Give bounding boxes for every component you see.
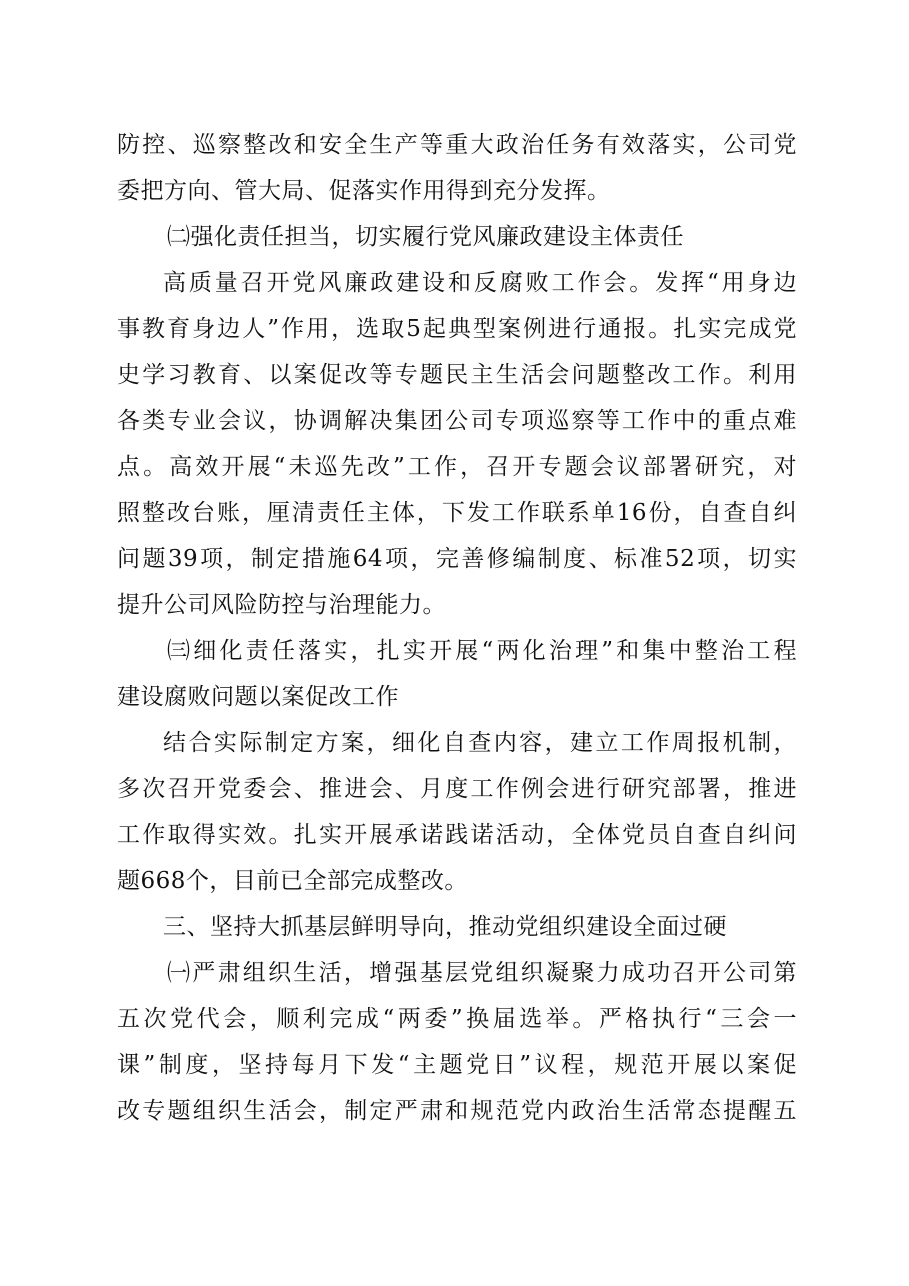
paragraph-line: 事教育身边人”作用，选取5起典型案例进行通报。扎实完成党: [117, 316, 797, 342]
paragraph-line: 防控、巡察整改和安全生产等重大政治任务有效落实，公司党: [117, 132, 797, 158]
paragraph-line: 改专题组织生活会，制定严肃和规范党内政治生活常态提醒五: [117, 1098, 797, 1124]
paragraph-line: 委把方向、管大局、促落实作用得到充分发挥。: [117, 178, 611, 204]
section-heading: ㈡强化责任担当，切实履行党风廉政建设主体责任: [167, 224, 684, 250]
paragraph-line: 史学习教育、以案促改等专题民主生活会问题整改工作。利用: [117, 362, 797, 388]
document-body: [117, 122, 797, 1134]
paragraph-line: 题668个，目前已全部完成整改。: [117, 868, 468, 894]
paragraph-line: 照整改台账，厘清责任主体，下发工作联系单16份，自查自纠: [117, 500, 797, 526]
section-heading: 三、坚持大抓基层鲜明导向，推动党组织建设全面过硬: [163, 914, 727, 940]
paragraph-line: 五次党代会，顺利完成“两委”换届选举。严格执行“三会一: [117, 1006, 797, 1032]
paragraph-line: 问题39项，制定措施64项，完善修编制度、标准52项，切实: [117, 546, 797, 572]
paragraph-line: 各类专业会议，协调解决集团公司专项巡察等工作中的重点难: [117, 408, 797, 434]
paragraph-line: 多次召开党委会、推进会、月度工作例会进行研究部署，推进: [117, 776, 797, 802]
paragraph-line: 点。高效开展“未巡先改”工作，召开专题会议部署研究，对: [117, 454, 797, 480]
paragraph-line: 结合实际制定方案，细化自查内容，建立工作周报机制，: [163, 730, 797, 756]
paragraph-line: 工作取得实效。扎实开展承诺践诺活动，全体党员自查自纠问: [117, 822, 797, 848]
paragraph-line: 高质量召开党风廉政建设和反腐败工作会。发挥“用身边: [163, 270, 797, 296]
section-heading: 建设腐败问题以案促改工作: [117, 684, 399, 710]
section-heading: ㈢细化责任落实，扎实开展“两化治理”和集中整治工程: [167, 638, 797, 664]
paragraph-line: 课”制度，坚持每月下发“主题党日”议程，规范开展以案促: [117, 1052, 797, 1078]
paragraph-line: ㈠严肃组织生活，增强基层党组织凝聚力成功召开公司第: [167, 960, 797, 986]
paragraph-line: 提升公司风险防控与治理能力。: [117, 592, 446, 618]
